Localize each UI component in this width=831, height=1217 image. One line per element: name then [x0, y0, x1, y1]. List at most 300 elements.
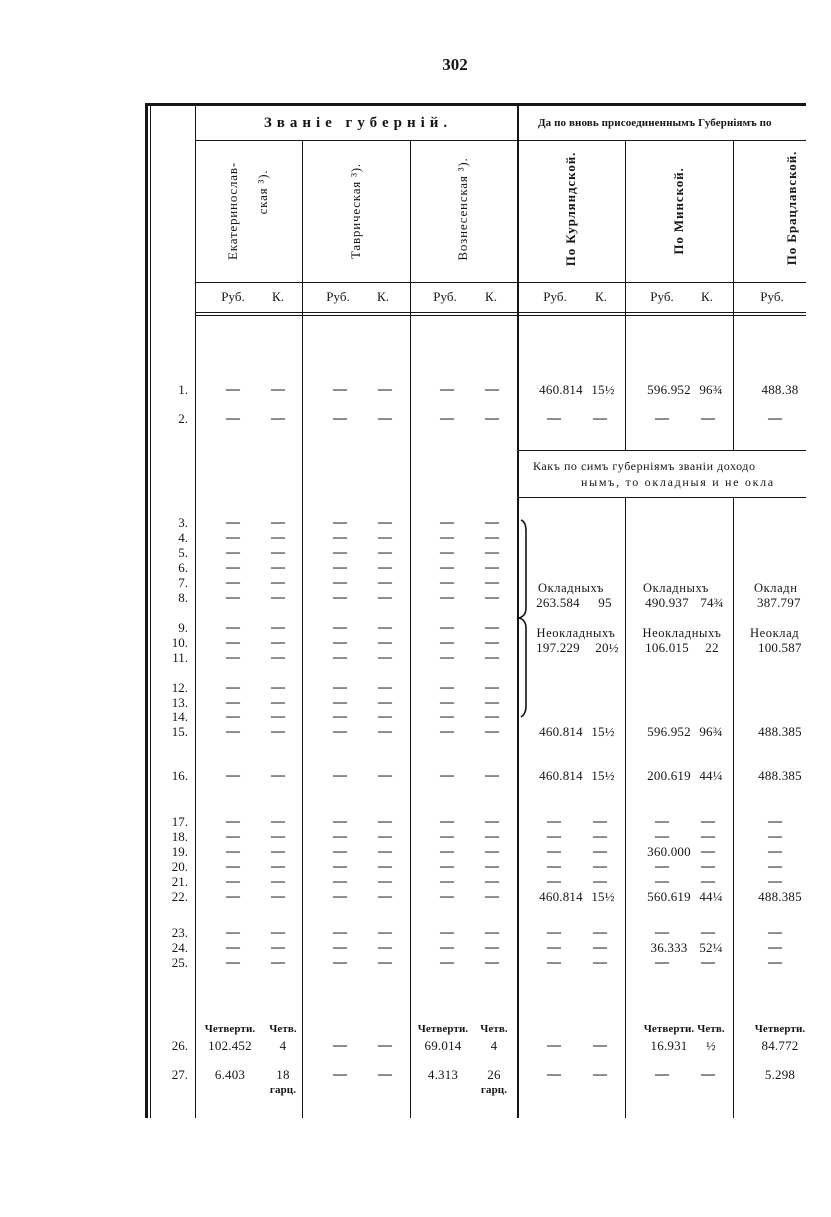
assessed-label: Окладн: [754, 581, 798, 595]
empty-dash: —: [485, 695, 499, 710]
rubles-value: 5.298: [764, 1067, 796, 1082]
empty-dash: —: [378, 650, 392, 665]
empty-dash: —: [271, 560, 285, 575]
row-number: 4.: [178, 530, 188, 545]
empty-dash: —: [226, 925, 240, 940]
empty-dash: —: [333, 940, 347, 955]
empty-dash: —: [593, 955, 607, 970]
assessed-rubles: 490.937: [645, 595, 689, 610]
empty-dash: —: [333, 955, 347, 970]
unit-subheader: Четверти.: [643, 1023, 695, 1035]
empty-dash: —: [547, 859, 561, 874]
row-number: 27.: [171, 1067, 188, 1082]
empty-dash: —: [378, 1067, 392, 1082]
quarters-value: 4.313: [427, 1067, 459, 1082]
empty-dash: —: [378, 560, 392, 575]
empty-dash: —: [593, 1067, 607, 1082]
empty-dash: —: [701, 955, 715, 970]
empty-dash: —: [440, 411, 454, 426]
empty-dash: —: [226, 768, 240, 783]
row-number: 12.: [171, 680, 188, 695]
unit-rubles: Руб.: [221, 289, 245, 304]
unassessed-label: Неоклад: [750, 626, 800, 640]
empty-dash: —: [333, 874, 347, 889]
empty-dash: —: [271, 859, 285, 874]
row-number: 19.: [171, 844, 188, 859]
garnets-unit: гарц.: [480, 1084, 508, 1096]
page-number: 302: [442, 55, 468, 74]
empty-dash: —: [378, 575, 392, 590]
kopecks-value: 15½: [591, 768, 615, 783]
empty-dash: —: [333, 560, 347, 575]
empty-dash: —: [768, 955, 782, 970]
empty-dash: —: [226, 814, 240, 829]
rubles-value: 488.385: [758, 768, 802, 783]
chetv-value: 4: [279, 1038, 287, 1053]
row-number: 16.: [171, 768, 188, 783]
empty-dash: —: [226, 545, 240, 560]
column-name-kurlyandskaya: По Курляндской.: [563, 151, 578, 267]
empty-dash: —: [333, 925, 347, 940]
empty-dash: —: [485, 859, 499, 874]
row-number: 11.: [172, 650, 188, 665]
empty-dash: —: [593, 1038, 607, 1053]
empty-dash: —: [271, 955, 285, 970]
empty-dash: —: [226, 724, 240, 739]
column-name-bratslavskaya: По Брацлавской.: [784, 150, 799, 266]
empty-dash: —: [593, 411, 607, 426]
row-number: 7.: [178, 575, 188, 590]
empty-dash: —: [378, 955, 392, 970]
empty-dash: —: [547, 874, 561, 889]
empty-dash: —: [485, 545, 499, 560]
empty-dash: —: [333, 382, 347, 397]
group1-title: Званіе губерній.: [263, 115, 453, 131]
row-number: 3.: [178, 515, 188, 530]
unassessed-kopecks: 22: [705, 640, 719, 655]
empty-dash: —: [226, 515, 240, 530]
empty-dash: —: [226, 382, 240, 397]
unit-kopecks: К.: [485, 289, 497, 304]
empty-dash: —: [485, 925, 499, 940]
empty-dash: —: [547, 1067, 561, 1082]
empty-dash: —: [378, 635, 392, 650]
empty-dash: —: [271, 590, 285, 605]
rubles-value: 360.000: [647, 844, 691, 859]
empty-dash: —: [271, 411, 285, 426]
empty-dash: —: [378, 515, 392, 530]
unassessed-label: Неокладныхъ: [536, 626, 616, 640]
empty-dash: —: [378, 874, 392, 889]
rubles-value: 488.385: [758, 724, 802, 739]
kopecks-value: 52¼: [699, 940, 723, 955]
empty-dash: —: [485, 955, 499, 970]
empty-dash: —: [378, 925, 392, 940]
kopecks-value: 15½: [591, 889, 615, 904]
empty-dash: —: [485, 560, 499, 575]
empty-dash: —: [271, 695, 285, 710]
assessed-rubles: 387.797: [757, 595, 801, 610]
empty-dash: —: [768, 940, 782, 955]
empty-dash: —: [333, 889, 347, 904]
empty-dash: —: [271, 768, 285, 783]
row-number: 1.: [178, 382, 188, 397]
empty-dash: —: [593, 814, 607, 829]
empty-dash: —: [333, 411, 347, 426]
empty-dash: —: [440, 575, 454, 590]
empty-dash: —: [378, 889, 392, 904]
empty-dash: —: [547, 844, 561, 859]
empty-dash: —: [655, 1067, 669, 1082]
empty-dash: —: [593, 874, 607, 889]
unit-subheader: Четверти.: [417, 1023, 469, 1035]
empty-dash: —: [701, 829, 715, 844]
empty-dash: —: [378, 545, 392, 560]
empty-dash: —: [378, 709, 392, 724]
empty-dash: —: [226, 590, 240, 605]
empty-dash: —: [226, 635, 240, 650]
empty-dash: —: [333, 530, 347, 545]
empty-dash: —: [440, 695, 454, 710]
empty-dash: —: [655, 814, 669, 829]
empty-dash: —: [593, 829, 607, 844]
empty-dash: —: [271, 635, 285, 650]
rubles-value: 200.619: [647, 768, 691, 783]
empty-dash: —: [271, 724, 285, 739]
empty-dash: —: [768, 814, 782, 829]
empty-dash: —: [440, 768, 454, 783]
empty-dash: —: [226, 859, 240, 874]
row-number: 25.: [171, 955, 188, 970]
empty-dash: —: [333, 859, 347, 874]
empty-dash: —: [440, 680, 454, 695]
empty-dash: —: [485, 724, 499, 739]
empty-dash: —: [440, 515, 454, 530]
empty-dash: —: [226, 709, 240, 724]
empty-dash: —: [226, 955, 240, 970]
empty-dash: —: [485, 382, 499, 397]
row-number: 17.: [171, 814, 188, 829]
empty-dash: —: [655, 411, 669, 426]
unit-rubles: Руб.: [760, 289, 784, 304]
empty-dash: —: [271, 575, 285, 590]
empty-dash: —: [378, 590, 392, 605]
empty-dash: —: [485, 889, 499, 904]
row-number: 14.: [171, 709, 188, 724]
empty-dash: —: [271, 620, 285, 635]
empty-dash: —: [485, 680, 499, 695]
empty-dash: —: [271, 530, 285, 545]
empty-dash: —: [226, 560, 240, 575]
empty-dash: —: [440, 859, 454, 874]
empty-dash: —: [378, 1038, 392, 1053]
empty-dash: —: [655, 874, 669, 889]
unit-rubles: Руб.: [650, 289, 674, 304]
assessed-kopecks: 74¾: [700, 595, 724, 610]
empty-dash: —: [440, 709, 454, 724]
empty-dash: —: [768, 844, 782, 859]
unit-rubles: Руб.: [543, 289, 567, 304]
empty-dash: —: [271, 829, 285, 844]
unit-kopecks: К.: [701, 289, 713, 304]
rubles-value: 460.814: [539, 768, 583, 783]
empty-dash: —: [440, 925, 454, 940]
empty-dash: —: [271, 545, 285, 560]
empty-dash: —: [271, 382, 285, 397]
empty-dash: —: [226, 940, 240, 955]
empty-dash: —: [440, 382, 454, 397]
unit-rubles: Руб.: [326, 289, 350, 304]
row-number: 15.: [171, 724, 188, 739]
unit-kopecks: К.: [595, 289, 607, 304]
rubles-value: 460.814: [539, 889, 583, 904]
row-number: 26.: [171, 1038, 188, 1053]
empty-dash: —: [485, 635, 499, 650]
empty-dash: —: [440, 889, 454, 904]
row-number: 2.: [178, 411, 188, 426]
assessed-kopecks: 95: [598, 595, 612, 610]
empty-dash: —: [768, 411, 782, 426]
row-number: 9.: [178, 620, 188, 635]
empty-dash: —: [655, 829, 669, 844]
empty-dash: —: [485, 620, 499, 635]
unit-subheader: Четв.: [269, 1023, 297, 1035]
empty-dash: —: [440, 590, 454, 605]
empty-dash: —: [333, 680, 347, 695]
column-name-voznesenskaya: Вознесенская ³).: [455, 157, 470, 261]
note-line2: нымъ, то окладныя и не окла: [581, 475, 775, 489]
empty-dash: —: [768, 925, 782, 940]
column-name-ekaterinoslav-line2: ская ³).: [255, 169, 270, 215]
empty-dash: —: [485, 411, 499, 426]
empty-dash: —: [701, 814, 715, 829]
empty-dash: —: [378, 724, 392, 739]
garnets-unit: гарц.: [269, 1084, 297, 1096]
rubles-value: 596.952: [647, 382, 691, 397]
quarters-value: 84.772: [761, 1038, 799, 1053]
empty-dash: —: [378, 844, 392, 859]
row-number: 20.: [171, 859, 188, 874]
empty-dash: —: [547, 940, 561, 955]
empty-dash: —: [333, 650, 347, 665]
empty-dash: —: [768, 874, 782, 889]
empty-dash: —: [333, 635, 347, 650]
row-number: 10.: [171, 635, 188, 650]
assessed-label: Окладныхъ: [538, 581, 604, 595]
empty-dash: —: [593, 940, 607, 955]
unit-subheader: Четв.: [697, 1023, 725, 1035]
empty-dash: —: [547, 1038, 561, 1053]
empty-dash: —: [271, 680, 285, 695]
empty-dash: —: [226, 874, 240, 889]
empty-dash: —: [226, 575, 240, 590]
empty-dash: —: [226, 695, 240, 710]
empty-dash: —: [333, 768, 347, 783]
empty-dash: —: [440, 724, 454, 739]
empty-dash: —: [378, 768, 392, 783]
empty-dash: —: [271, 515, 285, 530]
empty-dash: —: [485, 709, 499, 724]
empty-dash: —: [655, 859, 669, 874]
empty-dash: —: [226, 411, 240, 426]
empty-dash: —: [440, 955, 454, 970]
column-name-minskaya: По Минской.: [671, 167, 686, 255]
empty-dash: —: [378, 680, 392, 695]
empty-dash: —: [485, 940, 499, 955]
empty-dash: —: [485, 814, 499, 829]
empty-dash: —: [547, 829, 561, 844]
empty-dash: —: [226, 829, 240, 844]
empty-dash: —: [701, 859, 715, 874]
rubles-value: 488.38: [761, 382, 799, 397]
empty-dash: —: [226, 620, 240, 635]
quarters-value: 16.931: [650, 1038, 688, 1053]
empty-dash: —: [378, 620, 392, 635]
empty-dash: —: [485, 515, 499, 530]
empty-dash: —: [485, 590, 499, 605]
empty-dash: —: [271, 874, 285, 889]
empty-dash: —: [271, 814, 285, 829]
unit-rubles: Руб.: [433, 289, 457, 304]
chetv-value: ½: [706, 1038, 716, 1053]
empty-dash: —: [271, 889, 285, 904]
rubles-value: 460.814: [539, 382, 583, 397]
empty-dash: —: [547, 955, 561, 970]
row-number: 18.: [171, 829, 188, 844]
row-number: 22.: [171, 889, 188, 904]
kopecks-value: 96¾: [699, 724, 723, 739]
unit-subheader: Четверти.: [754, 1023, 806, 1035]
empty-dash: —: [440, 560, 454, 575]
empty-dash: —: [333, 814, 347, 829]
quarters-value: 6.403: [214, 1067, 246, 1082]
empty-dash: —: [701, 844, 715, 859]
empty-dash: —: [485, 844, 499, 859]
empty-dash: —: [440, 814, 454, 829]
empty-dash: —: [378, 411, 392, 426]
rubles-value: 596.952: [647, 724, 691, 739]
empty-dash: —: [485, 829, 499, 844]
note-line1: Какъ по симъ губерніямъ званіи доходо: [533, 459, 756, 473]
unassessed-label: Неокладныхъ: [642, 626, 722, 640]
empty-dash: —: [440, 635, 454, 650]
empty-dash: —: [701, 925, 715, 940]
empty-dash: —: [333, 724, 347, 739]
empty-dash: —: [333, 709, 347, 724]
rubles-value: 560.619: [647, 889, 691, 904]
empty-dash: —: [378, 382, 392, 397]
empty-dash: —: [593, 859, 607, 874]
empty-dash: —: [271, 925, 285, 940]
rubles-value: 36.333: [650, 940, 688, 955]
empty-dash: —: [226, 844, 240, 859]
empty-dash: —: [701, 874, 715, 889]
empty-dash: —: [440, 940, 454, 955]
row-number: 8.: [178, 590, 188, 605]
assessed-label: Окладныхъ: [643, 581, 709, 595]
chetv-value: 26: [487, 1067, 501, 1082]
empty-dash: —: [440, 829, 454, 844]
empty-dash: —: [485, 530, 499, 545]
unassessed-rubles: 197.229: [536, 640, 580, 655]
empty-dash: —: [378, 814, 392, 829]
empty-dash: —: [547, 411, 561, 426]
row-number: 5.: [178, 545, 188, 560]
kopecks-value: 44¼: [699, 889, 723, 904]
empty-dash: —: [547, 925, 561, 940]
unassessed-rubles: 100.587: [758, 640, 802, 655]
unassessed-kopecks: 20½: [595, 640, 619, 655]
empty-dash: —: [485, 575, 499, 590]
empty-dash: —: [333, 1038, 347, 1053]
empty-dash: —: [440, 650, 454, 665]
kopecks-value: 15½: [591, 382, 615, 397]
empty-dash: —: [333, 695, 347, 710]
empty-dash: —: [333, 590, 347, 605]
quarters-value: 69.014: [424, 1038, 462, 1053]
unit-subheader: Четв.: [480, 1023, 508, 1035]
empty-dash: —: [333, 844, 347, 859]
empty-dash: —: [378, 940, 392, 955]
empty-dash: —: [593, 844, 607, 859]
row-number: 6.: [178, 560, 188, 575]
column-name-tavricheskaya: Таврическая ³).: [348, 163, 363, 259]
empty-dash: —: [271, 709, 285, 724]
empty-dash: —: [440, 545, 454, 560]
assessed-rubles: 263.584: [536, 595, 580, 610]
empty-dash: —: [768, 859, 782, 874]
empty-dash: —: [440, 530, 454, 545]
kopecks-value: 96¾: [699, 382, 723, 397]
column-name-ekaterinoslav-line1: Екатеринослав-: [225, 162, 240, 260]
empty-dash: —: [271, 940, 285, 955]
empty-dash: —: [333, 829, 347, 844]
empty-dash: —: [378, 829, 392, 844]
empty-dash: —: [440, 874, 454, 889]
group2-title: Да по вновь присоединеннымъ Губерніямъ по: [538, 117, 772, 129]
empty-dash: —: [333, 515, 347, 530]
empty-dash: —: [378, 859, 392, 874]
empty-dash: —: [547, 814, 561, 829]
empty-dash: —: [655, 955, 669, 970]
chetv-value: 4: [490, 1038, 498, 1053]
empty-dash: —: [226, 889, 240, 904]
unit-kopecks: К.: [377, 289, 389, 304]
quarters-value: 102.452: [208, 1038, 252, 1053]
empty-dash: —: [593, 925, 607, 940]
empty-dash: —: [378, 530, 392, 545]
row-number: 23.: [171, 925, 188, 940]
empty-dash: —: [485, 874, 499, 889]
unassessed-rubles: 106.015: [645, 640, 689, 655]
empty-dash: —: [271, 650, 285, 665]
empty-dash: —: [485, 768, 499, 783]
empty-dash: —: [333, 545, 347, 560]
empty-dash: —: [701, 411, 715, 426]
kopecks-value: 44¼: [699, 768, 723, 783]
empty-dash: —: [440, 620, 454, 635]
rubles-value: 460.814: [539, 724, 583, 739]
empty-dash: —: [655, 925, 669, 940]
empty-dash: —: [333, 1067, 347, 1082]
empty-dash: —: [768, 829, 782, 844]
row-number: 13.: [171, 695, 188, 710]
empty-dash: —: [378, 695, 392, 710]
empty-dash: —: [226, 650, 240, 665]
empty-dash: —: [701, 1067, 715, 1082]
empty-dash: —: [485, 650, 499, 665]
unit-subheader: Четверти.: [204, 1023, 256, 1035]
